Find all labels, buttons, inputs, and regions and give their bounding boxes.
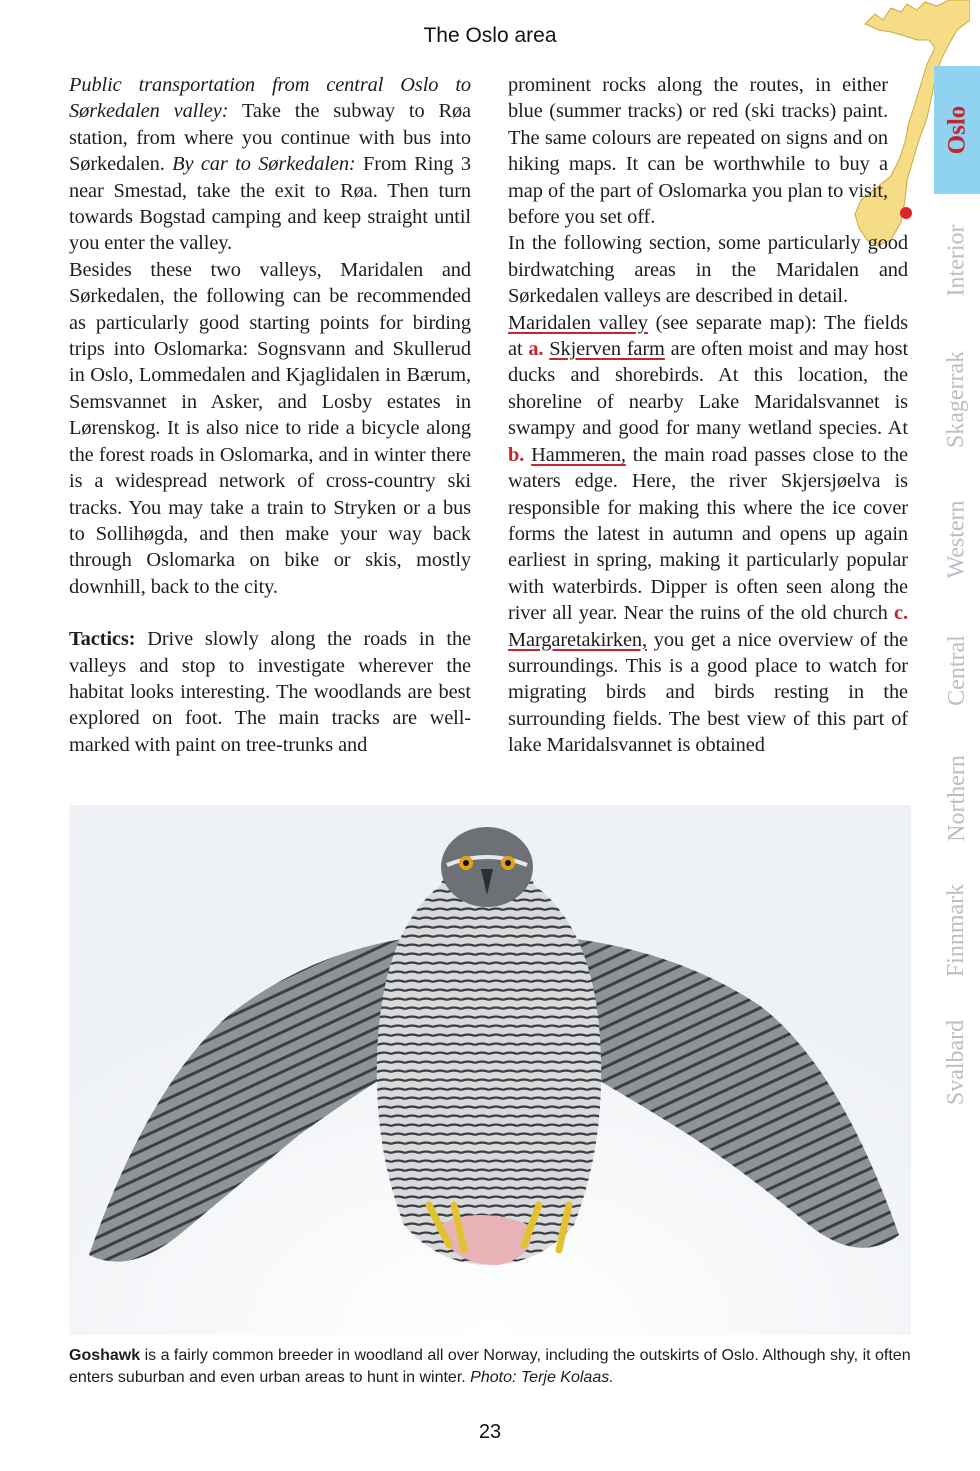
running-head: The Oslo area [423,24,557,47]
starting-points-paragraph: Besides these two valleys, Maridalen and Sørkedalen, the following can be recommended as particularly good starting points for birding trips into Oslomarka: Sognsvann and Skullerud in Oslo, Lommedalen and Kjaglidalen in Bærum, Semsvannet in Asker, and Losby estates in Lørenskog. It is also nice to ride a bicycle along the forest roads in Oslomarka, and in winter there is a widespread network of cross-country ski tracks. You may take a train to Stryken or a bus to Sollihøgda, and then make your way back through Oslomarka on bike or skis, mostly downhill, back to the city. [69,258,471,598]
maridalen-text-d: you get a nice overview of the surroundings. This is a good place to watch for migrating birds and birds resting in the surrounding fields. The best view of this part of lake Maridalsvannet is obtained [508,628,908,757]
tab-label: Skagerrak [943,350,970,448]
maridalen-paragraph [508,310,908,759]
maridalen-text-a: (see separate map): The fields at [508,311,908,361]
caption-text: is a fairly common breeder in woodland all over Norway, including the outskirts of Oslo. Although shy, it often enters suburban and even urban areas to hunt in winter. [69,1347,911,1386]
tab-interior[interactable] [934,194,980,326]
tab-label: Finnmark [943,883,970,977]
skjerven-farm-link[interactable]: Skjerven farm [549,338,665,361]
tab-label: Svalbard [943,1019,970,1105]
tab-label: Northern [943,754,970,842]
tab-label: Western [943,499,970,579]
maridalen-text-b: are often moist and may host ducks and shorebirds. At this location, the shoreline of nearby Lake Maridalsvannet is swampy and good for many wetland species. At [508,338,909,440]
transport-text: Take the subway to Røa station, from where you continue with bus into Sørkedalen. [69,100,471,176]
tab-skagerrak[interactable] [934,326,980,472]
location-marker-b: b. [508,443,525,466]
tab-northern[interactable] [934,734,980,862]
page-number: 23 [478,1421,502,1443]
goshawk-illustration [69,805,911,1335]
hammeren-link[interactable]: Hammeren, [531,443,626,466]
tab-label: Central [943,634,970,706]
areas-intro-paragraph: In the following section, some particularly good birdwatching areas in the Maridalen and Sørkedalen valleys are described in detail. [508,232,908,308]
tactics-text: Drive slowly along the roads in the valleys and stop to investigate wherever the habitat looks interesting. The woodlands are best explored on foot. The main tracks are well-marked with paint on tree-trunks and [69,628,471,756]
tab-label: Oslo [943,105,970,155]
left-text-column [69,72,471,758]
caption-credit: Photo: Terje Kolaas. [470,1369,614,1386]
transport-paragraph [69,72,471,257]
tab-oslo[interactable] [934,66,980,194]
right-text-column [508,72,908,759]
margaretakirken-link[interactable]: Margaretakirken, [508,628,647,651]
tab-central[interactable] [934,606,980,734]
caption-species: Goshawk [69,1347,141,1364]
maridalen-text-c: the main road passes close to the waters edge. Here, the river Skjersjøelva is responsible for making this where the ice cover forms the latest in autumn and opens up again earliest in spring, making it particularly popular with waterbirds. Dipper is often seen along the river all year. Near the ruins of the old church [508,443,908,625]
tab-label: Interior [943,224,970,296]
tactics-paragraph [69,626,471,758]
transport-heading: Public transportation from central Oslo to Sørkedalen valley: [69,74,471,123]
location-marker-a: a. [528,338,544,361]
tactics-label: Tactics: [69,628,136,651]
maridalen-valley-link[interactable]: Maridalen valley [508,311,648,334]
tracks-paragraph: prominent rocks along the routes, in either blue (summer tracks) or red (ski tracks) paint. The same colours are repeated on signs and on hiking maps. It can be worthwhile to buy a map of the part of Oslomarka you plan to visit, before you set off. [508,74,888,229]
tab-finnmark[interactable] [934,862,980,998]
photo-caption [69,1345,911,1389]
tab-svalbard[interactable] [934,998,980,1126]
location-marker-c: c. [894,602,908,625]
car-text: From Ring 3 near Smestad, take the exit to Røa. Then turn towards Bogstad camping and keep straight until you enter the valley. [69,153,471,255]
goshawk-photo [69,805,911,1335]
car-heading: By car to Sørkedalen: [172,153,356,176]
tab-western[interactable] [934,472,980,606]
chapter-tabs [934,66,980,1126]
